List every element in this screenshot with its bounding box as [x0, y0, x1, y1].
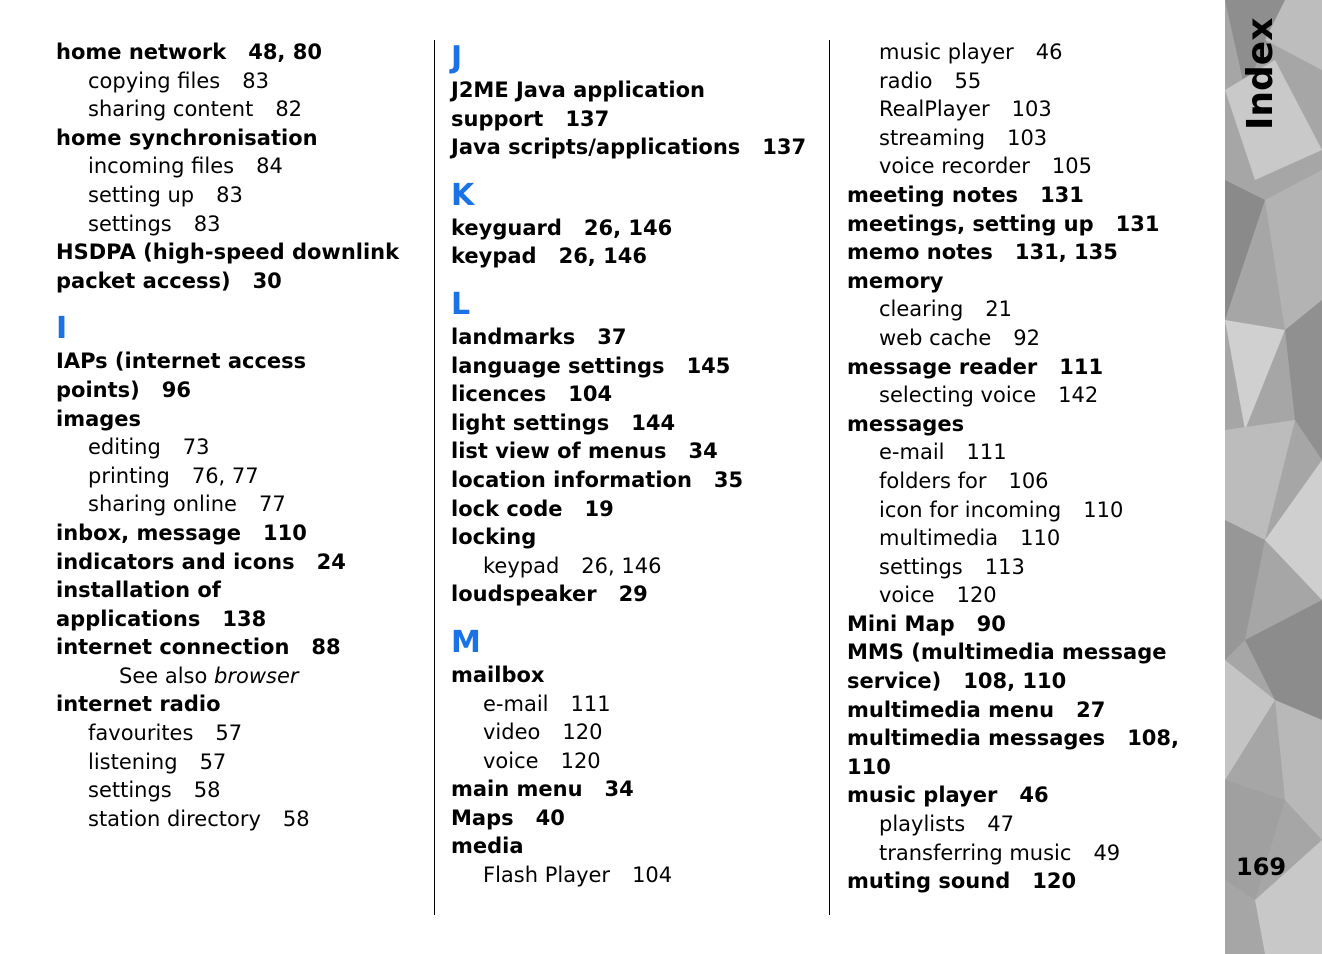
index-entry [451, 775, 811, 804]
index-entry [451, 495, 811, 524]
sidebar-pattern [1225, 0, 1322, 954]
entry-term: lock code [451, 496, 563, 521]
index-subentry [451, 552, 811, 581]
entry-page-numbers: 111 [966, 440, 1007, 465]
entry-page-numbers: 111 [1059, 354, 1104, 379]
entry-term: Flash Player [483, 863, 611, 888]
entry-term: settings [879, 554, 963, 579]
entry-page-numbers: 105 [1051, 154, 1092, 179]
entry-page-numbers: 103 [1007, 125, 1048, 150]
entry-page-numbers: 47 [987, 812, 1014, 837]
entry-term: multimedia [879, 526, 999, 551]
index-column-1 [56, 38, 416, 833]
entry-page-numbers: 30 [252, 268, 282, 293]
index-entry [847, 610, 1207, 639]
index-letter-heading: J [451, 40, 463, 75]
entry-page-numbers: 37 [597, 324, 627, 349]
index-entry [451, 352, 811, 381]
entry-term: settings [88, 211, 172, 236]
entry-page-numbers: 110 [1083, 497, 1124, 522]
index-entry [451, 523, 811, 552]
entry-page-numbers: 110 [1020, 526, 1061, 551]
entry-term: sharing content [88, 97, 254, 122]
entry-page-numbers: 24 [316, 549, 346, 574]
entry-term: printing [88, 463, 170, 488]
entry-term: images [56, 406, 142, 431]
index-entry [847, 210, 1207, 239]
entry-page-numbers: 21 [985, 297, 1013, 322]
entry-term: Mini Map [847, 611, 955, 636]
entry-term: Java scripts/applications [451, 135, 741, 160]
entry-page-numbers: 137 [565, 106, 610, 131]
entry-page-numbers: 77 [258, 492, 286, 517]
entry-page-numbers: 96 [161, 377, 191, 402]
entry-term: editing [88, 435, 161, 460]
entry-term: music player [847, 783, 998, 808]
index-entry [56, 633, 416, 662]
entry-term: locking [451, 525, 537, 550]
index-subentry [56, 462, 416, 491]
index-subentry [847, 324, 1207, 353]
entry-term: copying files [88, 68, 221, 93]
entry-page-numbers: 137 [762, 135, 807, 160]
index-entry [56, 576, 416, 633]
entry-term: Maps [451, 805, 514, 830]
entry-page-numbers: 120 [562, 720, 603, 745]
sidebar-decoration [1225, 0, 1322, 954]
entry-page-numbers: 29 [618, 582, 648, 607]
section-title: Index [1240, 17, 1281, 130]
index-entry [56, 548, 416, 577]
entry-page-numbers: 131 [1115, 211, 1160, 236]
index-entry [847, 353, 1207, 382]
index-entry [847, 724, 1207, 781]
section-spacer [451, 271, 811, 285]
index-subentry [847, 124, 1207, 153]
entry-page-numbers: 110 [263, 520, 307, 545]
entry-term: keypad [483, 553, 560, 578]
index-subentry [56, 776, 416, 805]
entry-page-numbers: 26, 146 [558, 244, 647, 269]
index-subentry [847, 581, 1207, 610]
entry-page-numbers: 46 [1019, 783, 1049, 808]
index-entry [847, 238, 1207, 267]
entry-term: memory [847, 268, 944, 293]
entry-term: multimedia messages [847, 726, 1106, 751]
index-letter-heading: L [451, 286, 471, 322]
entry-term: multimedia menu [847, 697, 1055, 722]
entry-page-numbers: 131 [1040, 182, 1084, 207]
entry-term: e-mail [879, 440, 945, 465]
index-entry [56, 347, 416, 404]
entry-term: streaming [879, 125, 986, 150]
entry-page-numbers: 131, 135 [1014, 240, 1118, 265]
entry-term: main menu [451, 777, 583, 802]
entry-page-numbers: 104 [632, 863, 673, 888]
entry-term: meetings, setting up [847, 211, 1094, 236]
entry-term: messages [847, 411, 965, 436]
entry-term: radio [879, 68, 933, 93]
entry-term: voice [483, 748, 539, 773]
entry-page-numbers: 27 [1076, 697, 1106, 722]
index-entry [847, 781, 1207, 810]
index-subentry [451, 861, 811, 890]
index-column-3 [847, 38, 1207, 896]
index-entry [56, 690, 416, 719]
entry-term: language settings [451, 353, 665, 378]
index-subentry [56, 152, 416, 181]
index-subentry [847, 524, 1207, 553]
index-subentry [56, 805, 416, 834]
entry-page-numbers: 104 [568, 382, 613, 407]
entry-term: muting sound [847, 869, 1011, 894]
index-subentry [847, 95, 1207, 124]
entry-term: installation of applications [56, 578, 221, 631]
entry-term: web cache [879, 325, 992, 350]
entry-term: settings [88, 778, 172, 803]
index-subentry [847, 67, 1207, 96]
index-subentry [56, 433, 416, 462]
entry-term: indicators and icons [56, 549, 295, 574]
index-entry [451, 661, 811, 690]
entry-page-numbers: 83 [242, 68, 269, 93]
entry-term: voice recorder [879, 154, 1030, 179]
index-entry [451, 380, 811, 409]
entry-page-numbers: 90 [976, 611, 1006, 636]
entry-page-numbers: 142 [1058, 383, 1099, 408]
index-subentry [847, 496, 1207, 525]
index-see-also [56, 662, 416, 691]
entry-term: listening [88, 749, 178, 774]
entry-page-numbers: 48, 80 [248, 40, 322, 64]
index-subentry [56, 181, 416, 210]
entry-page-numbers: 55 [954, 68, 982, 93]
column-divider [829, 40, 830, 915]
entry-term: music player [879, 40, 1014, 64]
entry-term: loudspeaker [451, 582, 597, 607]
entry-term: internet connection [56, 635, 290, 660]
entry-page-numbers: 19 [584, 496, 614, 521]
index-entry [451, 437, 811, 466]
entry-page-numbers: 58 [282, 806, 310, 831]
entry-page-numbers: 144 [631, 410, 676, 435]
entry-page-numbers: 57 [199, 749, 227, 774]
index-subentry [451, 747, 811, 776]
entry-page-numbers: 113 [984, 554, 1025, 579]
index-entry [451, 466, 811, 495]
entry-term: IAPs (internet access points) [56, 349, 307, 402]
entry-page-numbers: 108, 110 [963, 669, 1067, 694]
entry-page-numbers: 46 [1035, 40, 1063, 64]
index-letter-heading: I [56, 311, 68, 347]
index-subentry [847, 152, 1207, 181]
entry-term: light settings [451, 410, 610, 435]
entry-page-numbers: 76, 77 [191, 463, 259, 488]
entry-page-numbers: 106 [1008, 468, 1049, 493]
index-subentry [451, 690, 811, 719]
entry-page-numbers: 40 [535, 805, 565, 830]
entry-term: voice [879, 583, 935, 608]
entry-term: internet radio [56, 692, 221, 717]
entry-term: HSDPA (high-speed downlink packet access) [56, 240, 400, 293]
see-also-label: See also [119, 663, 208, 688]
index-subentry [56, 490, 416, 519]
index-entry [451, 580, 811, 609]
entry-term: MMS (multimedia message service) [847, 640, 1167, 694]
entry-page-numbers: 120 [956, 583, 997, 608]
entry-term: inbox, message [56, 520, 242, 545]
entry-term: landmarks [451, 324, 576, 349]
index-subentry [451, 718, 811, 747]
index-entry [451, 242, 811, 271]
index-entry [451, 804, 811, 833]
entry-page-numbers: 111 [570, 691, 611, 716]
index-subentry [56, 210, 416, 239]
entry-page-numbers: 58 [193, 778, 221, 803]
index-entry [451, 832, 811, 861]
entry-term: location information [451, 467, 692, 492]
entry-term: RealPlayer [879, 97, 990, 122]
entry-page-numbers: 73 [182, 435, 210, 460]
entry-term: mailbox [451, 662, 545, 687]
entry-term: sharing online [88, 492, 237, 517]
index-subentry [847, 839, 1207, 868]
index-subentry [56, 748, 416, 777]
index-subentry [847, 381, 1207, 410]
see-also-reference: browser [214, 663, 299, 688]
index-entry [56, 38, 416, 67]
index-entry [56, 519, 416, 548]
entry-term: memo notes [847, 240, 993, 265]
index-subentry [56, 719, 416, 748]
entry-term: keyguard [451, 215, 562, 240]
entry-term: clearing [879, 297, 964, 322]
section-spacer [56, 295, 416, 309]
index-subentry [56, 95, 416, 124]
index-subentry [847, 810, 1207, 839]
entry-term: icon for incoming [879, 497, 1062, 522]
entry-term: transferring music [879, 840, 1072, 865]
entry-page-numbers: 108, 110 [847, 726, 1180, 779]
entry-page-numbers: 26, 146 [583, 215, 673, 240]
index-entry [56, 405, 416, 434]
entry-page-numbers: 103 [1011, 97, 1052, 122]
index-entry [451, 409, 811, 438]
entry-term: meeting notes [847, 182, 1019, 207]
index-entry [451, 214, 811, 243]
entry-page-numbers: 35 [713, 467, 744, 492]
entry-term: favourites [88, 721, 194, 746]
entry-page-numbers: 82 [275, 97, 303, 122]
entry-page-numbers: 83 [216, 182, 243, 207]
entry-page-numbers: 88 [311, 635, 341, 660]
entry-term: folders for [879, 468, 987, 493]
entry-page-numbers: 138 [222, 606, 267, 631]
entry-page-numbers: 34 [688, 439, 718, 464]
index-subentry [56, 67, 416, 96]
entry-page-numbers: 145 [686, 353, 731, 378]
entry-page-numbers: 26, 146 [581, 553, 662, 578]
entry-page-numbers: 120 [560, 748, 601, 773]
entry-term: incoming files [88, 154, 235, 179]
entry-page-numbers: 34 [604, 777, 634, 802]
page-number: 169 [1236, 853, 1287, 881]
index-subentry [847, 38, 1207, 67]
entry-page-numbers: 92 [1013, 325, 1041, 350]
index-entry [847, 267, 1207, 296]
entry-term: licences [451, 382, 547, 407]
index-entry [451, 133, 811, 162]
index-entry [451, 323, 811, 352]
entry-term: playlists [879, 812, 966, 837]
entry-term: keypad [451, 244, 537, 269]
section-spacer [451, 162, 811, 176]
entry-page-numbers: 120 [1032, 869, 1077, 894]
index-entry [56, 124, 416, 153]
entry-term: e-mail [483, 691, 549, 716]
index-entry [847, 410, 1207, 439]
index-entry [451, 76, 811, 133]
index-subentry [847, 467, 1207, 496]
index-entry [847, 867, 1207, 896]
index-entry [847, 181, 1207, 210]
entry-term: home synchronisation [56, 125, 318, 150]
entry-term: selecting voice [879, 383, 1037, 408]
section-spacer [451, 609, 811, 623]
index-entry [847, 696, 1207, 725]
entry-term: J2ME Java application support [451, 78, 705, 131]
entry-term: station directory [88, 806, 261, 831]
entry-term: list view of menus [451, 439, 667, 464]
column-divider [434, 40, 435, 915]
entry-term: message reader [847, 354, 1038, 379]
index-entry [847, 638, 1207, 695]
entry-page-numbers: 83 [193, 211, 221, 236]
entry-page-numbers: 57 [215, 721, 243, 746]
index-subentry [847, 438, 1207, 467]
entry-term: home network [56, 40, 227, 64]
index-subentry [847, 295, 1207, 324]
index-letter-heading: K [451, 177, 475, 213]
index-subentry [847, 553, 1207, 582]
entry-term: video [483, 720, 541, 745]
entry-term: media [451, 834, 524, 859]
entry-page-numbers: 84 [256, 154, 283, 179]
entry-term: setting up [88, 182, 195, 207]
index-entry [56, 238, 416, 295]
index-column-2 [451, 38, 811, 890]
index-letter-heading: M [451, 624, 481, 660]
entry-page-numbers: 49 [1093, 840, 1121, 865]
